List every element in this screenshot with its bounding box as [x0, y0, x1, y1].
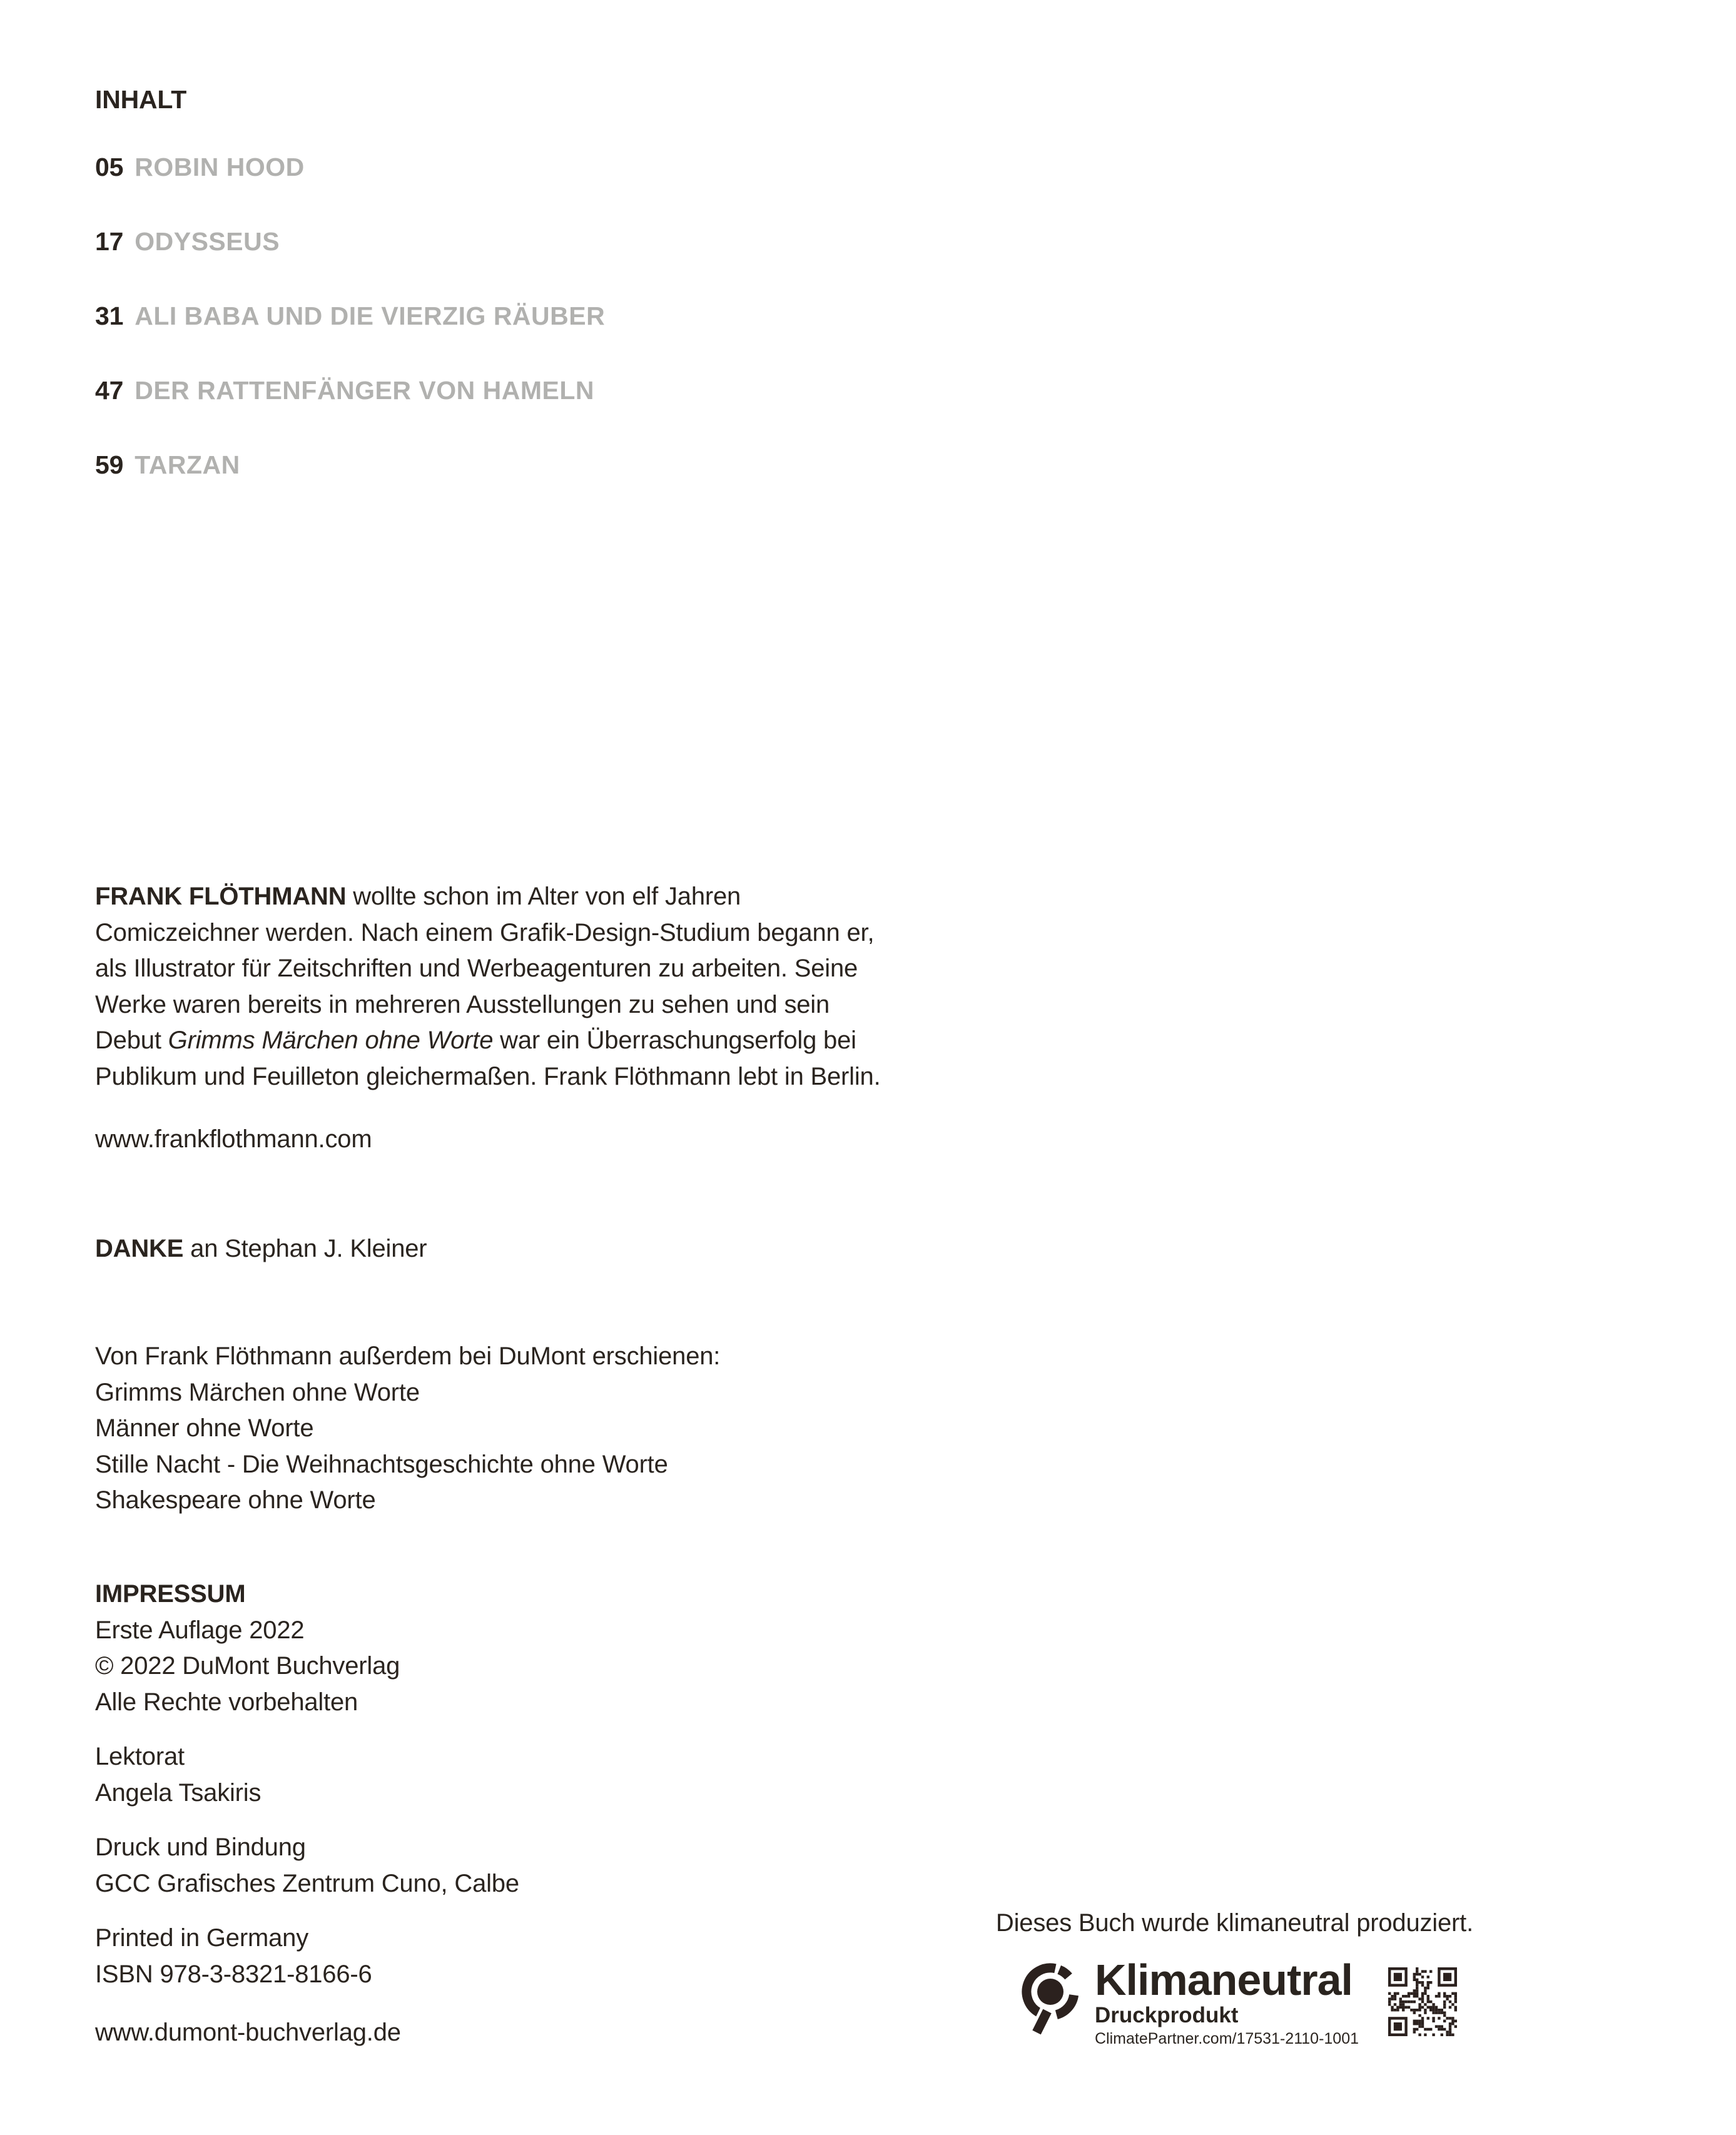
isbn: ISBN 978-3-8321-8166-6	[95, 1960, 372, 1988]
toc-page-number: 31	[95, 302, 124, 330]
imprint-origin	[95, 1920, 372, 1992]
imprint-print	[95, 1830, 519, 1902]
climatepartner-url: ClimatePartner.com/17531-2110-1001	[1095, 2030, 1359, 2047]
toc-page-number: 59	[95, 450, 124, 479]
bio-line: Debut Grimms Märchen ohne Worte war ein Überraschungserfolg bei	[95, 1027, 856, 1054]
toc-title: ODYSSEUS	[135, 227, 280, 256]
publication-title: Shakespeare ohne Worte	[95, 1486, 376, 1514]
toc-page-number: 05	[95, 153, 124, 181]
printed-in: Printed in Germany	[95, 1924, 308, 1952]
toc-page-number: 47	[95, 376, 124, 405]
toc-entry	[95, 155, 305, 180]
imprint-edition: Erste Auflage 2022	[95, 1616, 305, 1644]
impressum-heading: IMPRESSUM	[95, 1580, 246, 1608]
toc-entry	[95, 452, 240, 478]
publications-list	[95, 1339, 720, 1519]
toc-title: ROBIN HOOD	[135, 153, 305, 181]
publisher-website: www.dumont-buchverlag.de	[95, 2019, 401, 2046]
publications-intro: Von Frank Flöthmann außerdem bei DuMont erschienen:	[95, 1342, 721, 1370]
bio-line: Publikum und Feuilleton gleichermaßen. Frank Flöthmann lebt in Berlin.	[95, 1062, 881, 1090]
toc-entry	[95, 303, 605, 329]
climate-logo	[1095, 1957, 1359, 2048]
bio-line: FRANK FLÖTHMANN wollte schon im Alter von elf Jahren	[95, 883, 741, 910]
imprint-copyright: © 2022 DuMont Buchverlag	[95, 1652, 400, 1680]
climate-logo-title: Klimaneutral	[1095, 1955, 1353, 2004]
publication-title: Grimms Märchen ohne Worte	[95, 1378, 420, 1406]
toc-page-number: 17	[95, 227, 124, 256]
author-bio	[95, 879, 881, 1095]
print-label: Druck und Bindung	[95, 1833, 306, 1861]
climate-note: Dieses Buch wurde klimaneutral produziert.	[995, 1909, 1473, 1937]
imprint-lektorat	[95, 1739, 261, 1811]
lektorat-name: Angela Tsakiris	[95, 1778, 261, 1807]
toc-heading: INHALT	[95, 85, 187, 114]
toc-entry	[95, 378, 594, 403]
publication-title: Männer ohne Worte	[95, 1414, 314, 1442]
toc-entry	[95, 229, 280, 255]
thanks-note: DANKE an Stephan J. Kleiner	[95, 1235, 427, 1262]
toc-title: DER RATTENFÄNGER VON HAMELN	[135, 376, 595, 405]
qr-code	[1388, 1967, 1457, 2036]
thanks-label: DANKE	[95, 1235, 184, 1262]
printer-name: GCC Grafisches Zentrum Cuno, Calbe	[95, 1869, 519, 1897]
impressum	[95, 1576, 400, 1720]
toc-title: TARZAN	[135, 450, 240, 479]
toc-title: ALI BABA UND DIE VIERZIG RÄUBER	[135, 302, 606, 330]
bio-line: als Illustrator für Zeitschriften und Werbeagenturen zu arbeiten. Seine	[95, 955, 858, 982]
author-name: FRANK FLÖTHMANN	[95, 883, 347, 910]
author-website: www.frankflothmann.com	[95, 1125, 372, 1153]
climatepartner-icon	[1018, 1962, 1082, 2041]
bio-line: Werke waren bereits in mehreren Ausstellungen zu sehen und sein	[95, 990, 830, 1018]
book-title-italic: Grimms Märchen ohne Worte	[168, 1027, 494, 1054]
climate-logo-subtitle: Druckprodukt	[1095, 2003, 1239, 2027]
publication-title: Stille Nacht - Die Weihnachtsgeschichte ohne Worte	[95, 1450, 668, 1478]
lektorat-label: Lektorat	[95, 1743, 185, 1770]
bio-line: Comiczeichner werden. Nach einem Grafik-Design-Studium begann er,	[95, 918, 875, 946]
imprint-rights: Alle Rechte vorbehalten	[95, 1688, 358, 1716]
